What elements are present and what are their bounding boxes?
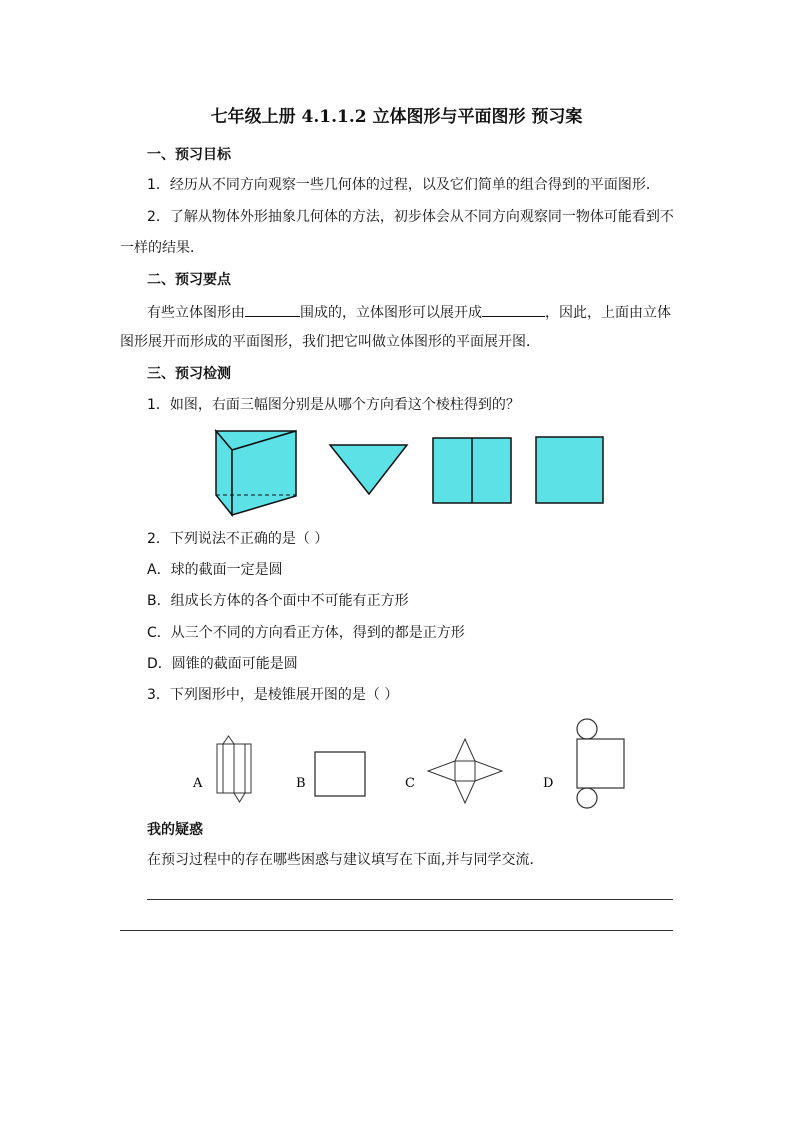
q2-option-b: B．组成长方体的各个面中不可能有正方形 (147, 593, 409, 609)
net-option-b-figure (315, 752, 365, 796)
points-text-a: 有些立体图形由 (147, 305, 245, 321)
net-option-a-figure (217, 736, 251, 802)
net-option-d-figure (577, 719, 624, 808)
net-label-b: B (296, 776, 306, 791)
q2-option-d: D．圆锥的截面可能是圆 (147, 656, 298, 672)
net-label-c: C (405, 776, 415, 791)
points-text-b: 围成的，立体图形可以展开成 (300, 305, 482, 321)
goal-item-2-line-1: 2．了解从物体外形抽象几何体的方法，初步体会从不同方向观察同一物体可能看到不 (147, 209, 674, 225)
triangle-view-figure (330, 445, 407, 494)
triangular-prism-figure (216, 431, 296, 515)
q2-option-c: C．从三个不同的方向看正方体，得到的都是正方形 (147, 625, 465, 641)
section-heading-check: 三、预习检测 (147, 366, 231, 382)
two-rect-view-figure (433, 438, 511, 503)
section-heading-points: 二、预习要点 (147, 272, 231, 288)
doubts-text: 在预习过程中的存在哪些困惑与建议填写在下面,并与同学交流． (147, 852, 544, 868)
points-text-c: ，因此，上面由立体 (545, 305, 671, 321)
doubts-heading: 我的疑惑 (147, 822, 203, 838)
question-3: 3．下列图形中，是棱锥展开图的是（ ） (147, 687, 399, 703)
goal-item-1: 1．经历从不同方向观察一些几何体的过程，以及它们简单的组合得到的平面图形． (147, 177, 660, 193)
question-2: 2．下列说法不正确的是（ ） (147, 531, 329, 547)
net-label-a: A (193, 776, 203, 791)
page-title: 七年级上册 4.1.1.2 立体图形与平面图形 预习案 (210, 107, 583, 127)
goal-item-2-line-2: 一样的结果． (120, 240, 204, 256)
q2-option-a: A．球的截面一定是圆 (147, 562, 283, 578)
section-heading-goals: 一、预习目标 (147, 147, 231, 163)
points-line-2: 图形展开而形成的平面图形，我们把它叫做立体图形的平面展开图． (120, 334, 540, 350)
square-view-figure (536, 437, 603, 503)
net-label-d: D (543, 776, 554, 791)
question-1: 1．如图，右面三幅图分别是从哪个方向看这个棱柱得到的？ (147, 397, 520, 413)
net-option-c-figure (428, 739, 502, 803)
